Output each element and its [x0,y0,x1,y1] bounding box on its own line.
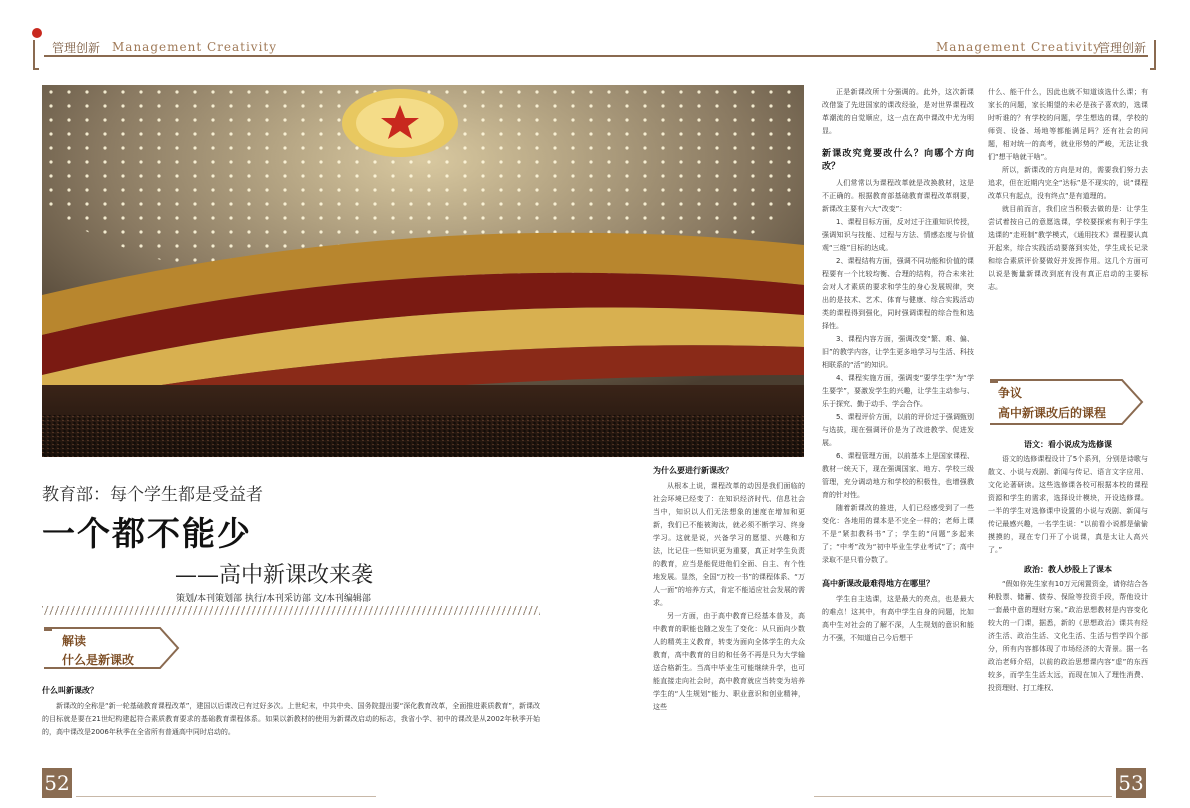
paragraph: 学生自主选课，这是最大的亮点，也是最大的难点！这其中，有高中学生自身的问题，比如高中生对社会的了解不深，人生规划的意识和能力不强，不知道自己今后想干 [822,595,974,642]
heading-why-reform: 为什么要进行新课改？ [653,466,733,475]
header-left-en: Management Creativity [112,40,278,54]
heading-what-to-change: 新课改究竟要改什么？向哪个方向改？ [822,149,974,172]
paragraph: 所以，新课改的方向是对的，需要我们努力去追求，但在近期内完全“达标”是不现实的，说“课程改革只有起点，没有终点”是有道理的。 [988,166,1148,200]
heading-politics-course: 政治：教人炒股上了课本 [1024,565,1112,574]
article-kicker: 教育部：每个学生都是受益者 [42,485,263,505]
paragraph: 就目前而言，我们应当积极去做的是：让学生尝试着按自己的意愿选课，学校要探索有利于学生选课的“走班制”教学模式，《通用技术》课程要认真开起来，综合实践活动要落到实处，学生成长记录和综合素质评价要做好并发挥作用。这几个方面可以说是衡量新课改到底有没有真正启动的主要标志。 [988,205,1148,291]
section-badge-interpret [42,624,182,672]
paragraph: 语文的选修课程设计了5个系列，分别是诗歌与散文、小说与戏剧、新闻与传记、语言文字应用、文化论著研读。这些选修课各校可根据本校的课程资源和学生的需求，选择设计模块，开设选修课。一半的学生对选修课中设置的小说与戏剧、新闻与传记最感兴趣，一名学生说：“以前看小说都是偷偷摸摸的，现在专门开了小说课，真是太让人高兴了。” [988,455,1148,554]
header-left-cn: 管理创新 [52,41,101,55]
paragraph: 5、课程评价方面，以前的评价过于强调甄别与选拔，现在强调评价是为了改进教学、促进发展。 [822,413,974,447]
column-d-lower [988,432,1148,695]
title-hatch-rule [42,606,540,615]
badge-interpret-line2: 什么是新课改 [62,653,135,667]
paragraph: 另一方面，由于高中教育已经基本普及，高中教育的职能也随之发生了变化：从只面向少数人的精英主义教育，转变为面向全体学生的大众教育，高中教育的目的和任务不再是只为大学输送合格新生。当高中毕业生可能继续升学，也可能直接走向社会时，高中教育就应当转变为培养学生的“人生规划”能力、职业意识和创业精神，这些 [653,612,805,711]
header-left-bracket [33,40,39,70]
footer-rule-left [76,796,376,797]
heading-chinese-course: 语文：看小说成为选修课 [1024,440,1112,449]
column-d [988,86,1148,294]
header-right-cn: 管理创新 [1098,41,1147,55]
paragraph: 随着新课改的推进，人们已经感受到了一些变化：各地用的课本是不完全一样的；老师上课不是“紧扣教科书”了；学生的“问题”多起来了；“中考”改为“初中毕业生学业考试”了；高中录取不是只看分数了。 [822,504,974,564]
column-b [653,464,805,714]
paragraph: 4、课程实施方面，强调变“要学生学”为“学生要学”，要激发学生的兴趣，让学生主动参与、乐于探究、勤于动手、学会合作。 [822,374,974,408]
badge-debate-line1: 争议 [998,386,1023,400]
paragraph: 3、课程内容方面，强调改变“繁、难、偏、旧”的教学内容，让学生更多地学习与生活、科技相联系的“活”的知识。 [822,335,974,369]
heading-what-is-new-reform: 什么叫新课改？ [42,686,98,695]
article-subtitle: ——高中新课改来袭 [175,563,374,588]
paragraph: 2、课程结构方面，强调不同功能和价值的课程要有一个比较均衡、合理的结构，符合未来社会对人才素质的要求和学生的身心发展规律，突出的是技术、艺术、体育与健康、综合实践活动类的课程得到强化，同时强调课程的综合性和选择性。 [822,257,974,330]
paragraph: 正是新课改所十分强调的。此外，这次新课改借鉴了先进国家的课改经验，是对世界课程改革潮流的自觉顺应，这一点在高中课改中尤为明显。 [822,88,974,135]
column-c [822,86,974,645]
paragraph: 人们常常以为课程改革就是改换教材，这是不正确的。根据教育部基础教育课程改革纲要，新课改主要有六大“改变”： [822,179,974,213]
header-right-bracket [1150,40,1156,70]
paragraph: 1、课程目标方面，反对过于注重知识传授，强调知识与技能、过程与方法、情感态度与价值观“三维”目标的达成。 [822,218,974,252]
section-badge-debate [988,376,1148,428]
heading-hardest-part: 高中新课改最难得地方在哪里？ [822,579,934,588]
page-number-left: 52 [42,768,72,798]
article-credits: 策划/本刊策划部 执行/本刊采访部 文/本刊编辑部 [176,594,371,604]
badge-interpret-line1: 解读 [62,634,87,648]
article-title: 一个都不能少 [42,514,252,553]
page-number-right: 53 [1116,768,1146,798]
paragraph: 什么、能干什么，因此也就不知道该选什么课；有家长的问题，家长期望的未必是孩子喜欢的，选课时听谁的？有学校的问题，学生想选的课，学校的师资、设备、场地等都能满足吗？还有社会的问题，相对统一的高考，就业形势的严峻，无法让我们“想干啥就干啥”。 [988,88,1148,161]
header-rule [44,55,1148,57]
paragraph: 6、课程管理方面，以前基本上是国家课程、教材一统天下，现在强调国家、地方、学校三级管理，充分调动地方和学校的积极性，也增强教育的针对性。 [822,452,974,499]
header-right-en: Management Creativity [936,40,1102,54]
paragraph: 从根本上说，课程改革的动因是我们面临的社会环境已经变了：在知识经济时代、信息社会当中，知识以人们无法想象的速度在增加和更新，我们已不能被淘汰，就必须不断学习、终身学习。这就是说，兴备学习的愿望、兴趣和方法，比记住一些知识更为重要，真正对学生负责的教育，应当是能促进他们全面、自主、有个性地发展。显然，全国“万校一书”的课程体系、“万人一面”的培养方式，肯定不能适应社会发展的需求。 [653,482,805,607]
paragraph: 新课改的全称是“新一轮基础教育课程改革”，建国以后课改已有过好多次。上世纪末，中共中央、国务院提出要“深化教育改革，全面推进素质教育”，新课改的目标就是要在21世纪构建起符合素质教育要求的基础教育课程体系。如果以新教材的使用为新课改启动的标志，我省小学、初中的课改是从2002年秋季开始的，高中课改是2006年秋季在全省所有普通高中同时启动的。 [42,702,540,736]
great-hall-auditorium-photo [42,85,804,457]
badge-debate-line2: 高中新课改后的课程 [998,406,1107,420]
header-left-mark [32,28,42,38]
paragraph: “假如你先生家有10万元闲置资金，请你结合各种股票、储蓄、债券、保险等投资手段，帮他设计一套最中意的理财方案。”政治思想教材是内容变化较大的一门课，据悉，新的《思想政治》课共有经济生活、政治生活、文化生活、生活与哲学四个部分，所有内容都体现了市场经济的大背景。据一名政治老师介绍，以前的政治思想课内容“虚”的东西较多，而学生生活太远，而现在加入了理性消费、投资理财、打工维权、 [988,580,1148,692]
footer-rule-right [814,796,1112,797]
column-a [42,678,540,739]
